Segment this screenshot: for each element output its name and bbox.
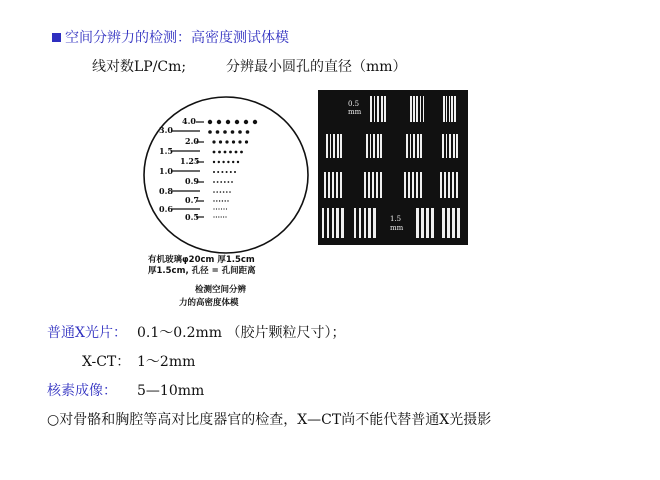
bar-stripe <box>377 96 379 122</box>
phantom-hole-4-0 <box>213 161 215 163</box>
phantom-hole-8-4 <box>225 200 226 201</box>
bar-stripe <box>373 134 375 158</box>
bar-group-4 <box>366 134 384 158</box>
bar-stripe <box>364 208 366 238</box>
phantom-hole-1-5 <box>246 130 250 134</box>
line4 <box>47 412 491 428</box>
bar-stripe <box>341 208 343 238</box>
bar-stripe <box>384 96 386 122</box>
bar-stripe <box>440 172 442 198</box>
phantom-hole-2-2 <box>225 140 228 143</box>
bar-stripe <box>370 134 372 158</box>
bar-stripe <box>380 172 382 198</box>
phantom-hole-5-4 <box>230 171 232 173</box>
phantom-hole-7-5 <box>229 191 231 193</box>
label-4-0: 4.0 <box>182 116 196 126</box>
bar-stripe <box>381 96 383 122</box>
bar-stripe <box>372 172 374 198</box>
bar-stripe <box>324 172 326 198</box>
bar-group-6 <box>442 134 460 158</box>
bar-stripe <box>416 208 419 238</box>
phantom-hole-6-1 <box>217 181 219 183</box>
bar-stripe <box>404 172 406 198</box>
phantom-hole-7-2 <box>220 191 222 193</box>
phantom-hole-4-1 <box>218 161 220 163</box>
phantom-hole-1-2 <box>223 130 227 134</box>
phantom-hole-5-5 <box>234 171 236 173</box>
bar-stripe <box>354 208 356 238</box>
phantom-hole-2-0 <box>212 140 215 143</box>
phantom-hole-0-4 <box>244 120 248 124</box>
bar-stripe <box>446 134 448 158</box>
bar-stripe <box>327 208 329 238</box>
bar-stripe <box>443 96 445 122</box>
bar-group-3 <box>326 134 344 158</box>
slide-title-text: 空间分辨力的检测：高密度测试体模 <box>65 30 289 46</box>
square-bullet-icon <box>52 33 61 42</box>
label-0-5: 0.5 <box>185 212 199 222</box>
phantom-hole-3-3 <box>229 151 232 154</box>
bar-stripe <box>456 172 458 198</box>
phantom-hole-5-3 <box>226 171 228 173</box>
label-1-5: 1.5 <box>159 146 173 156</box>
line2-value: 1～2mm <box>137 354 196 370</box>
bar-stripe <box>442 208 445 238</box>
phantom-hole-6-4 <box>228 181 230 183</box>
bar-group-13 <box>416 208 436 238</box>
bar-stripe <box>337 134 339 158</box>
phantom-hole-4-5 <box>237 161 239 163</box>
phantom-hole-10-0 <box>213 216 214 217</box>
phantom-hole-9-2 <box>218 208 219 209</box>
bar-stripe <box>452 172 454 198</box>
bar-stripe <box>364 172 366 198</box>
phantom-hole-10-3 <box>221 216 222 217</box>
phantom-hole-4-2 <box>222 161 224 163</box>
phantom-hole-1-3 <box>231 130 235 134</box>
bar-stripe <box>449 134 451 158</box>
phantom-hole-3-5 <box>240 151 243 154</box>
bar-stripe <box>421 208 424 238</box>
bar-group-12 <box>354 208 378 238</box>
bar-stripe <box>322 208 324 238</box>
bar-stripe <box>449 96 451 122</box>
phantom-note-2: 厚1.5cm, 孔径 = 孔间距离 <box>148 266 256 276</box>
bar-stripe <box>410 134 412 158</box>
phantom-hole-0-2 <box>226 120 230 124</box>
line2-label: X-CT： <box>82 354 131 370</box>
slide-title <box>52 30 289 46</box>
phantom-hole-6-5 <box>231 181 233 183</box>
phantom-hole-0-0 <box>208 120 212 124</box>
phantom-hole-3-2 <box>224 151 227 154</box>
phantom-caption-1: 检测空间分辨 <box>195 285 247 295</box>
subtitle-right: 分辨最小圆孔的直径（mm） <box>226 59 407 75</box>
bar-stripe <box>452 208 455 238</box>
label-0-6: 0.6 <box>159 204 173 214</box>
phantom-hole-3-1 <box>218 151 221 154</box>
bar-stripe <box>412 172 414 198</box>
bar-stripe <box>454 96 456 122</box>
bar-group-5 <box>406 134 424 158</box>
subtitle-left: 线对数LP/Cm; <box>92 59 187 75</box>
phantom-note-1: 有机玻璃φ20cm 厚1.5cm <box>148 255 255 265</box>
phantom-hole-10-4 <box>223 216 224 217</box>
bar-stripe <box>330 134 332 158</box>
bar-group-11 <box>322 208 346 238</box>
bar-group-8 <box>364 172 384 198</box>
bar-stripe <box>332 172 334 198</box>
bar-pattern-phantom <box>318 90 468 245</box>
bar-stripe <box>442 134 444 158</box>
bar-stripe <box>380 134 382 158</box>
label-1-0: 1.0 <box>159 166 173 176</box>
phantom-hole-10-1 <box>216 216 217 217</box>
bar-stripe <box>451 96 453 122</box>
bar-stripe <box>340 134 342 158</box>
phantom-hole-8-0 <box>213 200 214 201</box>
bar-stripe <box>336 208 338 238</box>
phantom-hole-10-2 <box>218 216 219 217</box>
phantom-hole-2-1 <box>219 140 222 143</box>
phantom-hole-9-0 <box>213 208 214 209</box>
bar-stripe <box>333 134 335 158</box>
bar-stripe <box>413 134 415 158</box>
phantom-hole-8-2 <box>219 200 220 201</box>
bar-stripe <box>408 172 410 198</box>
bar-stripe <box>406 134 408 158</box>
bar-stripe <box>328 172 330 198</box>
phantom-caption-2: 力的高密度体模 <box>179 298 239 308</box>
bar-stripe <box>370 96 372 122</box>
phantom-hole-7-0 <box>213 191 215 193</box>
phantom-hole-7-4 <box>226 191 228 193</box>
line4-text: 对骨骼和胸腔等高对比度器官的检查，X—CT尚不能代替普通X光摄影 <box>59 412 492 428</box>
bar-stripe <box>376 172 378 198</box>
phantom-hole-3-0 <box>213 151 216 154</box>
phantom-hole-2-5 <box>245 140 248 143</box>
phantom-hole-3-4 <box>235 151 238 154</box>
bar-stripe <box>431 208 434 238</box>
bar-stripe <box>453 134 455 158</box>
line1-label: 普通X光片： <box>47 325 127 341</box>
bar-stripe <box>326 134 328 158</box>
bar-stripe <box>366 134 368 158</box>
phantom-hole-8-3 <box>222 200 223 201</box>
bar-stripe <box>416 172 418 198</box>
phantom-hole-5-0 <box>213 171 215 173</box>
phantom-hole-1-1 <box>216 130 220 134</box>
bar-stripe <box>374 96 376 122</box>
line3-value: 5—10mm <box>137 383 205 399</box>
label-1-25: 1.25 <box>180 156 200 166</box>
phantom-hole-4-3 <box>227 161 229 163</box>
bar-stripe <box>426 208 429 238</box>
phantom-hole-0-1 <box>217 120 221 124</box>
label-2-0: 2.0 <box>185 136 199 146</box>
bar-stripe <box>413 96 415 122</box>
bar-stripe <box>447 208 450 238</box>
bar-stripe <box>377 134 379 158</box>
bar-stripe <box>417 134 419 158</box>
bar-stripe <box>420 172 422 198</box>
line1-value: 0.1～0.2mm （胶片颗粒尺寸）； <box>137 325 346 341</box>
bar-top-label-value: 0.5 <box>348 100 360 108</box>
phantom-hole-5-2 <box>221 171 223 173</box>
circular-phantom-figure <box>142 95 314 310</box>
phantom-hole-1-0 <box>208 130 212 134</box>
bar-stripe <box>416 96 418 122</box>
bar-stripe <box>340 172 342 198</box>
phantom-hole-5-1 <box>217 171 219 173</box>
bar-group-0 <box>370 96 388 122</box>
bar-stripe <box>420 134 422 158</box>
phantom-hole-6-0 <box>213 181 215 183</box>
bar-group-2 <box>443 96 457 122</box>
bar-group-7 <box>324 172 344 198</box>
phantom-hole-6-3 <box>224 181 226 183</box>
bar-stripe <box>423 96 425 122</box>
phantom-hole-9-5 <box>226 208 227 209</box>
phantom-hole-8-1 <box>216 200 217 201</box>
bar-stripe <box>448 172 450 198</box>
phantom-hole-9-3 <box>221 208 222 209</box>
phantom-hole-4-4 <box>232 161 234 163</box>
bar-stripe <box>368 172 370 198</box>
phantom-hole-2-3 <box>232 140 235 143</box>
bar-stripe <box>457 208 460 238</box>
label-0-9: 0.9 <box>185 176 199 186</box>
bar-group-14 <box>442 208 462 238</box>
bar-stripe <box>444 172 446 198</box>
bar-stripe <box>410 96 412 122</box>
bar-stripe <box>332 208 334 238</box>
phantom-hole-9-4 <box>223 208 224 209</box>
phantom-hole-0-3 <box>235 120 239 124</box>
bar-group-10 <box>440 172 460 198</box>
bar-group-9 <box>404 172 424 198</box>
phantom-hole-7-1 <box>216 191 218 193</box>
bar-top-label-unit: mm <box>348 108 362 116</box>
phantom-hole-2-4 <box>238 140 241 143</box>
phantom-hole-10-5 <box>225 216 226 217</box>
circle-bullet-icon: ○ <box>47 412 60 428</box>
bar-group-1 <box>410 96 426 122</box>
phantom-hole-0-5 <box>253 120 257 124</box>
label-3-0: 3.0 <box>159 125 173 135</box>
label-0-7: 0.7 <box>185 195 199 205</box>
bar-stripe <box>368 208 370 238</box>
bar-stripe <box>456 134 458 158</box>
bar-stripe <box>446 96 448 122</box>
line3-label: 核素成像： <box>47 383 117 399</box>
bar-stripe <box>373 208 375 238</box>
phantom-hole-8-5 <box>227 200 228 201</box>
bar-bottom-label-value: 1.5 <box>390 215 402 223</box>
bar-stripe <box>336 172 338 198</box>
bar-stripe <box>420 96 422 122</box>
phantom-hole-1-4 <box>238 130 242 134</box>
label-0-8: 0.8 <box>159 186 173 196</box>
phantom-hole-9-1 <box>216 208 217 209</box>
bar-stripe <box>359 208 361 238</box>
phantom-hole-6-2 <box>220 181 222 183</box>
bar-bottom-label-unit: mm <box>390 224 404 232</box>
phantom-hole-7-3 <box>223 191 225 193</box>
